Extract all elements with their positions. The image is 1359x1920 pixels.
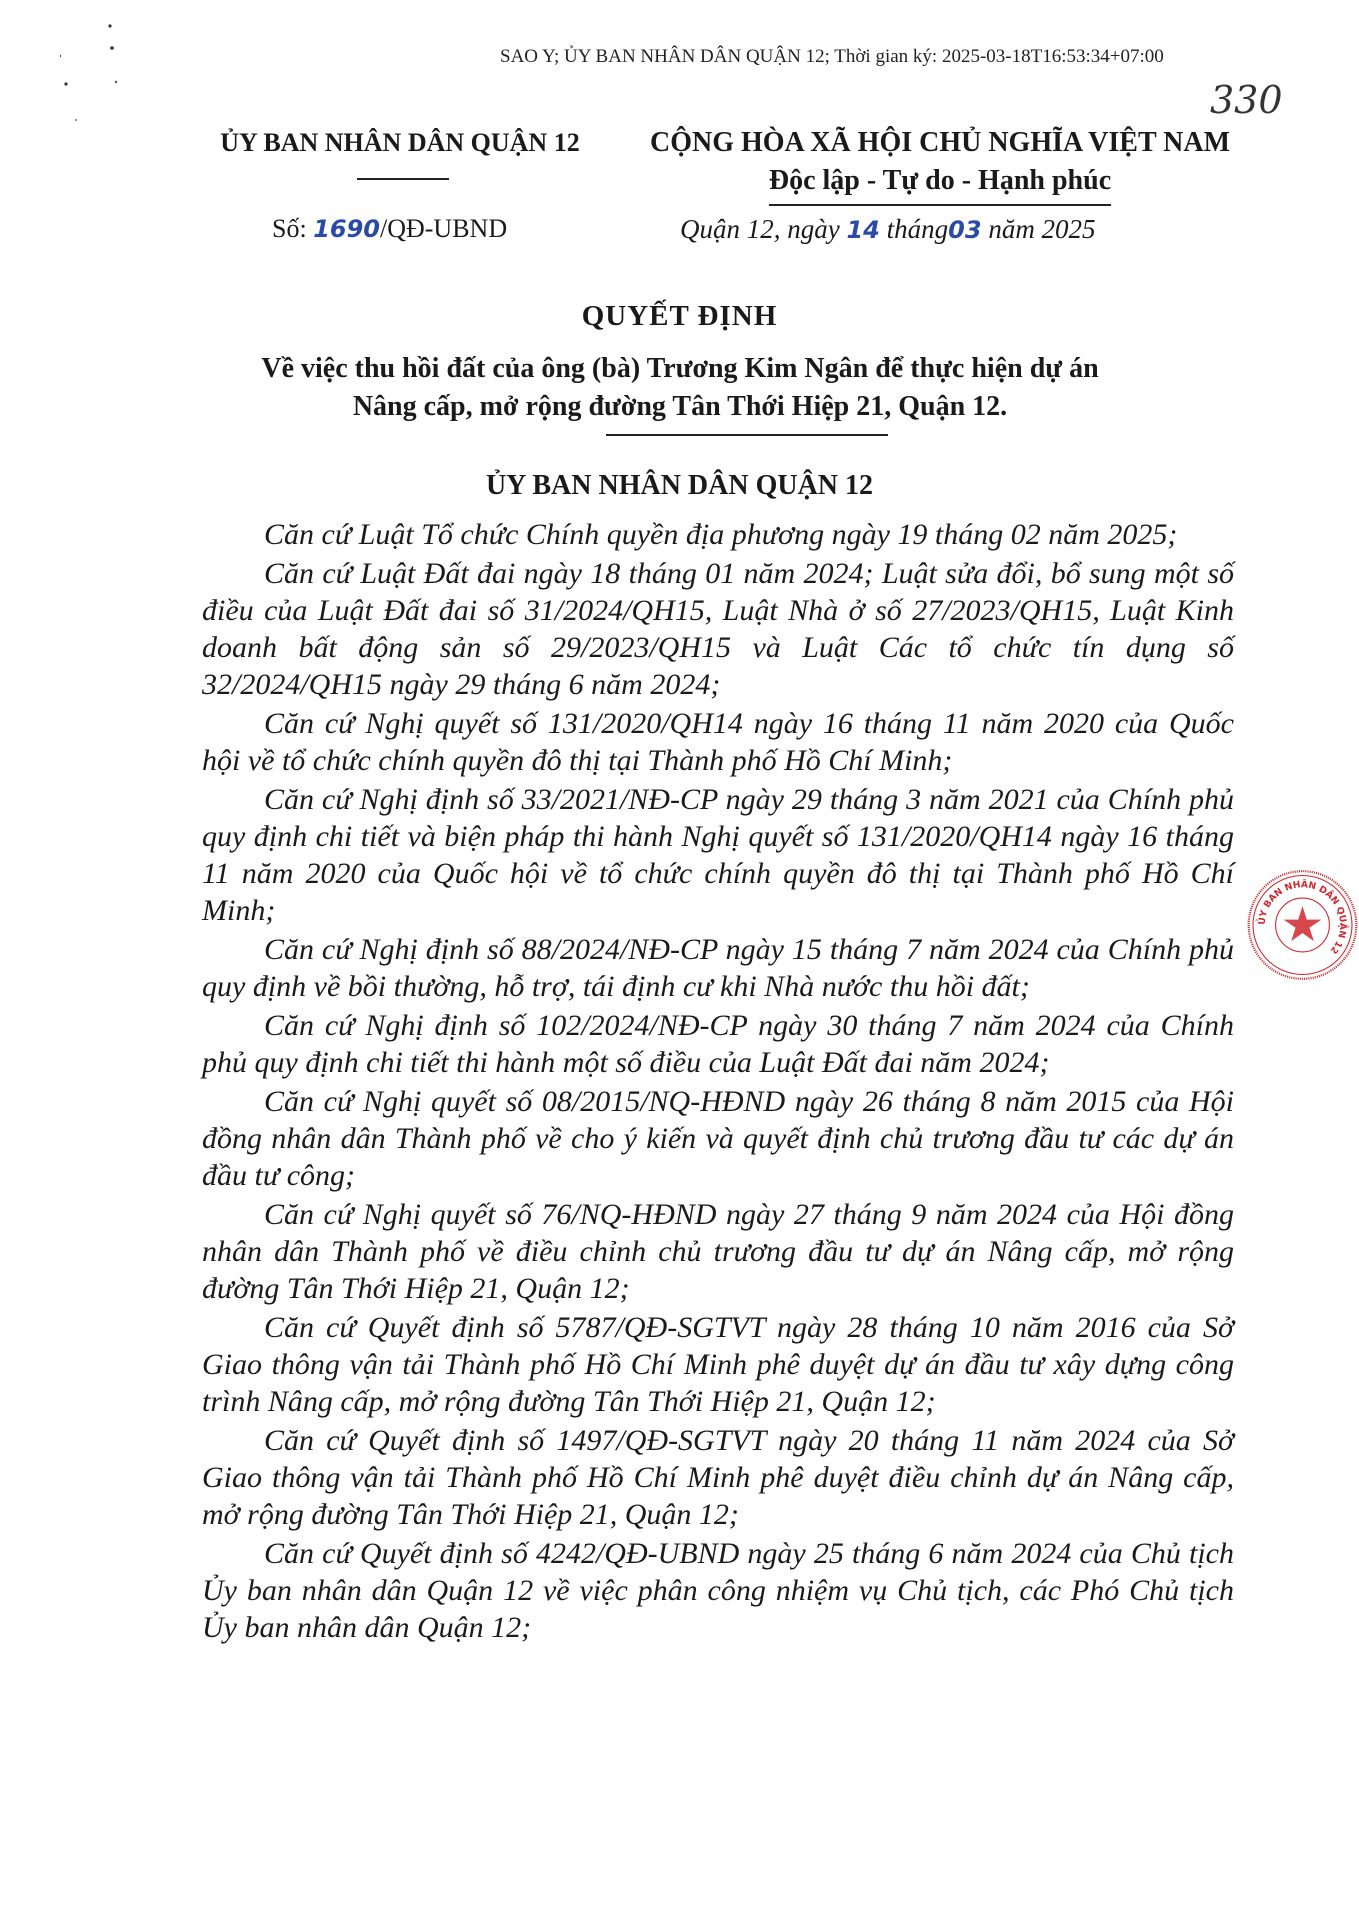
scan-specks <box>60 20 140 130</box>
date-prefix: Quận 12, ngày <box>680 214 840 244</box>
legal-basis-list <box>202 516 1234 1648</box>
official-seal-icon <box>1246 820 1359 1030</box>
basis-item: Căn cứ Nghị định số 88/2024/NĐ-CP ngày 15 tháng 7 năm 2024 của Chính phủ quy định về bồi thường, hỗ trợ, tái định cư khi Nhà nước thu hồi đất; <box>202 933 1234 1003</box>
date-year: năm 2025 <box>988 214 1096 244</box>
basis-item: Căn cứ Nghị quyết số 76/NQ-HĐND ngày 27 tháng 9 năm 2024 của Hội đồng nhân dân Thành phố về điều chỉnh chủ trương đầu tư dự án Nâng cấp, mở rộng đường Tân Thới Hiệp 21, Quận 12; <box>202 1198 1234 1305</box>
issuer-name: ỦY BAN NHÂN DÂN QUẬN 12 <box>220 128 580 157</box>
national-motto <box>769 162 1111 206</box>
basis-item: Căn cứ Luật Đất đai ngày 18 tháng 01 năm 2024; Luật sửa đổi, bổ sung một số điều của Luật Đất đai số 31/2024/QH15, Luật Nhà ở số 27/2023/QH15, Luật Kinh doanh bất động sản số 29/2023/QH15 và Luật Các tổ chức tín dụng số 32/2024/QH15 ngày 29 tháng 6 năm 2024; <box>202 557 1234 701</box>
basis-item: Căn cứ Nghị quyết số 131/2020/QH14 ngày 16 tháng 11 năm 2020 của Quốc hội về tổ chức chính quyền đô thị tại Thành phố Hồ Chí Minh; <box>202 707 1234 777</box>
basis-item: Căn cứ Luật Tổ chức Chính quyền địa phương ngày 19 tháng 02 năm 2025; <box>264 518 1178 551</box>
seal-text: ỦY BAN NHÂN DÂN QUẬN 12 <box>1257 880 1348 956</box>
date-month: 03 <box>948 216 982 244</box>
issuing-authority: ỦY BAN NHÂN DÂN QUẬN 12 <box>485 470 874 501</box>
digital-copy-stamp: SAO Y; ỦY BAN NHÂN DÂN QUẬN 12; Thời gian ký: 2025-03-18T16:53:34+07:00 <box>500 46 1164 67</box>
date-month-label: tháng <box>886 214 949 244</box>
basis-item: Căn cứ Quyết định số 5787/QĐ-SGTVT ngày 28 tháng 10 năm 2016 của Sở Giao thông vận tải Thành phố Hồ Chí Minh phê duyệt dự án đầu tư xây dựng công trình Nâng cấp, mở rộng đường Tân Thới Hiệp 21, Quận 12; <box>202 1311 1234 1418</box>
number-prefix: Số: <box>272 214 307 243</box>
national-header <box>620 124 1260 206</box>
motto-text: Độc lập - Tự do - Hạnh phúc <box>768 165 1112 196</box>
subject-underline <box>606 434 888 436</box>
number-handwritten: 1690 <box>313 215 380 243</box>
subject-line-2: Nâng cấp, mở rộng đường Tân Thới Hiệp 21, Quận 12. <box>352 391 1008 422</box>
number-suffix: /QĐ-UBND <box>379 214 508 243</box>
handwritten-page-number: 330 <box>1210 78 1283 122</box>
basis-item: Căn cứ Nghị định số 102/2024/NĐ-CP ngày 30 tháng 7 năm 2024 của Chính phủ quy định chi tiết thi hành một số điều của Luật Đất đai năm 2024; <box>202 1009 1234 1079</box>
document-number <box>272 214 507 244</box>
issue-date <box>680 214 1096 245</box>
subject-line-1: Về việc thu hồi đất của ông (bà) Trương Kim Ngân để thực hiện dự án <box>261 353 1099 384</box>
nation-name: CỘNG HÒA XÃ HỘI CHỦ NGHĨA VIỆT NAM <box>649 127 1231 158</box>
date-day: 14 <box>846 216 880 244</box>
document-title: QUYẾT ĐỊNH <box>581 300 778 332</box>
basis-item: Căn cứ Nghị quyết số 08/2015/NQ-HĐND ngày 26 tháng 8 năm 2015 của Hội đồng nhân dân Thành phố về cho ý kiến và quyết định chủ trương đầu tư các dự án đầu tư công; <box>202 1085 1234 1192</box>
basis-item: Căn cứ Quyết định số 1497/QĐ-SGTVT ngày 20 tháng 11 năm 2024 của Sở Giao thông vận tải Thành phố Hồ Chí Minh phê duyệt điều chỉnh dự án Nâng cấp, mở rộng đường Tân Thới Hiệp 21, Quận 12; <box>202 1424 1234 1531</box>
issuer-underline <box>357 178 449 180</box>
basis-item: Căn cứ Nghị định số 33/2021/NĐ-CP ngày 29 tháng 3 năm 2021 của Chính phủ quy định chi tiết và biện pháp thi hành Nghị quyết số 131/2020/QH14 ngày 16 tháng 11 năm 2020 của Quốc hội về tổ chức chính quyền đô thị tại Thành phố Hồ Chí Minh; <box>202 783 1234 927</box>
document-subject <box>180 350 1180 426</box>
basis-item: Căn cứ Quyết định số 4242/QĐ-UBND ngày 25 tháng 6 năm 2024 của Chủ tịch Ủy ban nhân dân Quận 12 về việc phân công nhiệm vụ Chủ tịch, các Phó Chủ tịch Ủy ban nhân dân Quận 12; <box>202 1537 1234 1644</box>
